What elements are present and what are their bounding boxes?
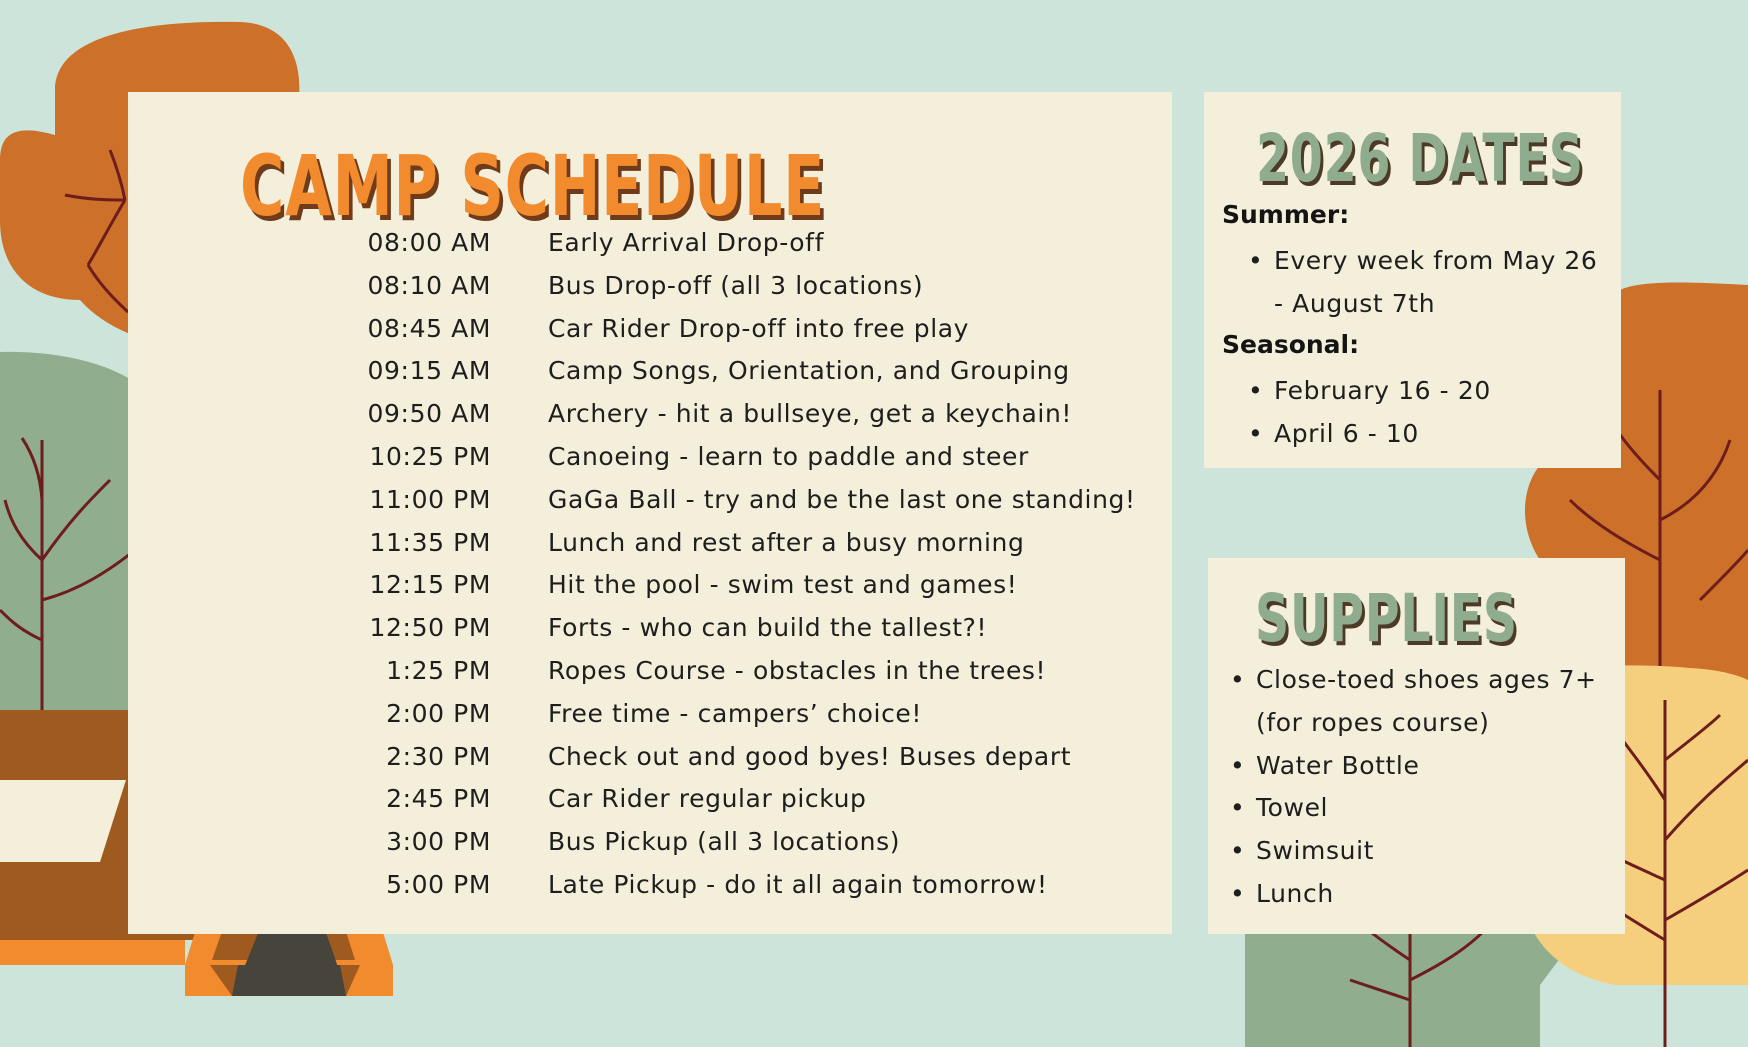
summer-dates-list bbox=[1244, 240, 1604, 326]
schedule-row bbox=[128, 742, 1172, 785]
schedule-activity: Check out and good byes! Buses depart bbox=[548, 741, 1072, 771]
schedule-activity: Archery - hit a bullseye, get a keychain! bbox=[548, 399, 1073, 429]
schedule-activity: Free time - campers’ choice! bbox=[548, 698, 923, 728]
supplies-list bbox=[1226, 659, 1616, 916]
schedule-row bbox=[128, 870, 1172, 913]
supplies-title: SUPPLIES bbox=[1255, 580, 1518, 657]
schedule-row bbox=[128, 827, 1172, 870]
supplies-panel bbox=[1208, 558, 1625, 934]
schedule-time: 2:45 PM bbox=[386, 784, 491, 814]
list-item: • Lunch bbox=[1226, 873, 1616, 916]
list-item: • February 16 - 20 bbox=[1244, 370, 1604, 413]
list-item: • Every week from May 26 - August 7th bbox=[1244, 240, 1604, 326]
schedule-time: 1:25 PM bbox=[386, 655, 491, 685]
schedule-activity: Ropes Course - obstacles in the trees! bbox=[548, 655, 1047, 685]
schedule-row bbox=[128, 613, 1172, 656]
schedule-time: 08:00 AM bbox=[367, 228, 491, 257]
dates-panel bbox=[1204, 92, 1621, 468]
schedule-activity: Early Arrival Drop-off bbox=[548, 228, 824, 257]
schedule-time: 10:25 PM bbox=[369, 441, 491, 471]
list-item: • Close-toed shoes ages 7+ (for ropes course) bbox=[1226, 659, 1616, 745]
schedule-time: 09:50 AM bbox=[367, 399, 491, 429]
schedule-activity: Bus Drop-off (all 3 locations) bbox=[548, 270, 924, 300]
schedule-activity: Hit the pool - swim test and games! bbox=[548, 570, 1018, 600]
schedule-time: 12:50 PM bbox=[369, 613, 491, 643]
schedule-time: 11:35 PM bbox=[369, 527, 491, 557]
dates-title: 2026 DATES bbox=[1256, 120, 1584, 197]
schedule-row bbox=[128, 485, 1172, 528]
schedule-time: 2:30 PM bbox=[386, 741, 491, 771]
schedule-activity: Car Rider Drop-off into free play bbox=[548, 313, 970, 343]
schedule-activity: Forts - who can build the tallest?! bbox=[548, 613, 988, 643]
schedule-row bbox=[128, 699, 1172, 742]
list-item: • Towel bbox=[1226, 787, 1616, 830]
list-item: • Swimsuit bbox=[1226, 830, 1616, 873]
schedule-activity: GaGa Ball - try and be the last one standing! bbox=[548, 484, 1136, 514]
schedule-row bbox=[128, 228, 1172, 271]
schedule-time: 09:15 AM bbox=[367, 356, 491, 386]
seasonal-label: Seasonal: bbox=[1222, 330, 1360, 359]
schedule-list bbox=[128, 228, 1172, 913]
schedule-row bbox=[128, 314, 1172, 357]
schedule-time: 2:00 PM bbox=[386, 698, 491, 728]
schedule-row bbox=[128, 570, 1172, 613]
schedule-row bbox=[128, 271, 1172, 314]
schedule-time: 3:00 PM bbox=[386, 827, 491, 857]
schedule-time: 12:15 PM bbox=[369, 570, 491, 600]
schedule-row bbox=[128, 442, 1172, 485]
schedule-title: CAMP SCHEDULE bbox=[240, 137, 826, 235]
summer-label: Summer: bbox=[1222, 200, 1350, 229]
schedule-row bbox=[128, 656, 1172, 699]
schedule-row bbox=[128, 784, 1172, 827]
list-item: • Water Bottle bbox=[1226, 745, 1616, 788]
schedule-activity: Lunch and rest after a busy morning bbox=[548, 527, 1025, 557]
schedule-activity: Camp Songs, Orientation, and Grouping bbox=[548, 356, 1070, 386]
schedule-activity: Bus Pickup (all 3 locations) bbox=[548, 827, 901, 857]
schedule-time: 08:45 AM bbox=[367, 313, 491, 343]
schedule-row bbox=[128, 528, 1172, 571]
schedule-activity: Canoeing - learn to paddle and steer bbox=[548, 441, 1029, 471]
schedule-panel bbox=[128, 92, 1172, 934]
schedule-row bbox=[128, 399, 1172, 442]
list-item: • April 6 - 10 bbox=[1244, 413, 1604, 456]
schedule-row bbox=[128, 356, 1172, 399]
seasonal-dates-list bbox=[1244, 370, 1604, 456]
schedule-activity: Car Rider regular pickup bbox=[548, 784, 867, 814]
schedule-time: 11:00 PM bbox=[369, 484, 491, 514]
schedule-time: 08:10 AM bbox=[367, 270, 491, 300]
schedule-activity: Late Pickup - do it all again tomorrow! bbox=[548, 869, 1048, 899]
schedule-time: 5:00 PM bbox=[386, 869, 491, 899]
